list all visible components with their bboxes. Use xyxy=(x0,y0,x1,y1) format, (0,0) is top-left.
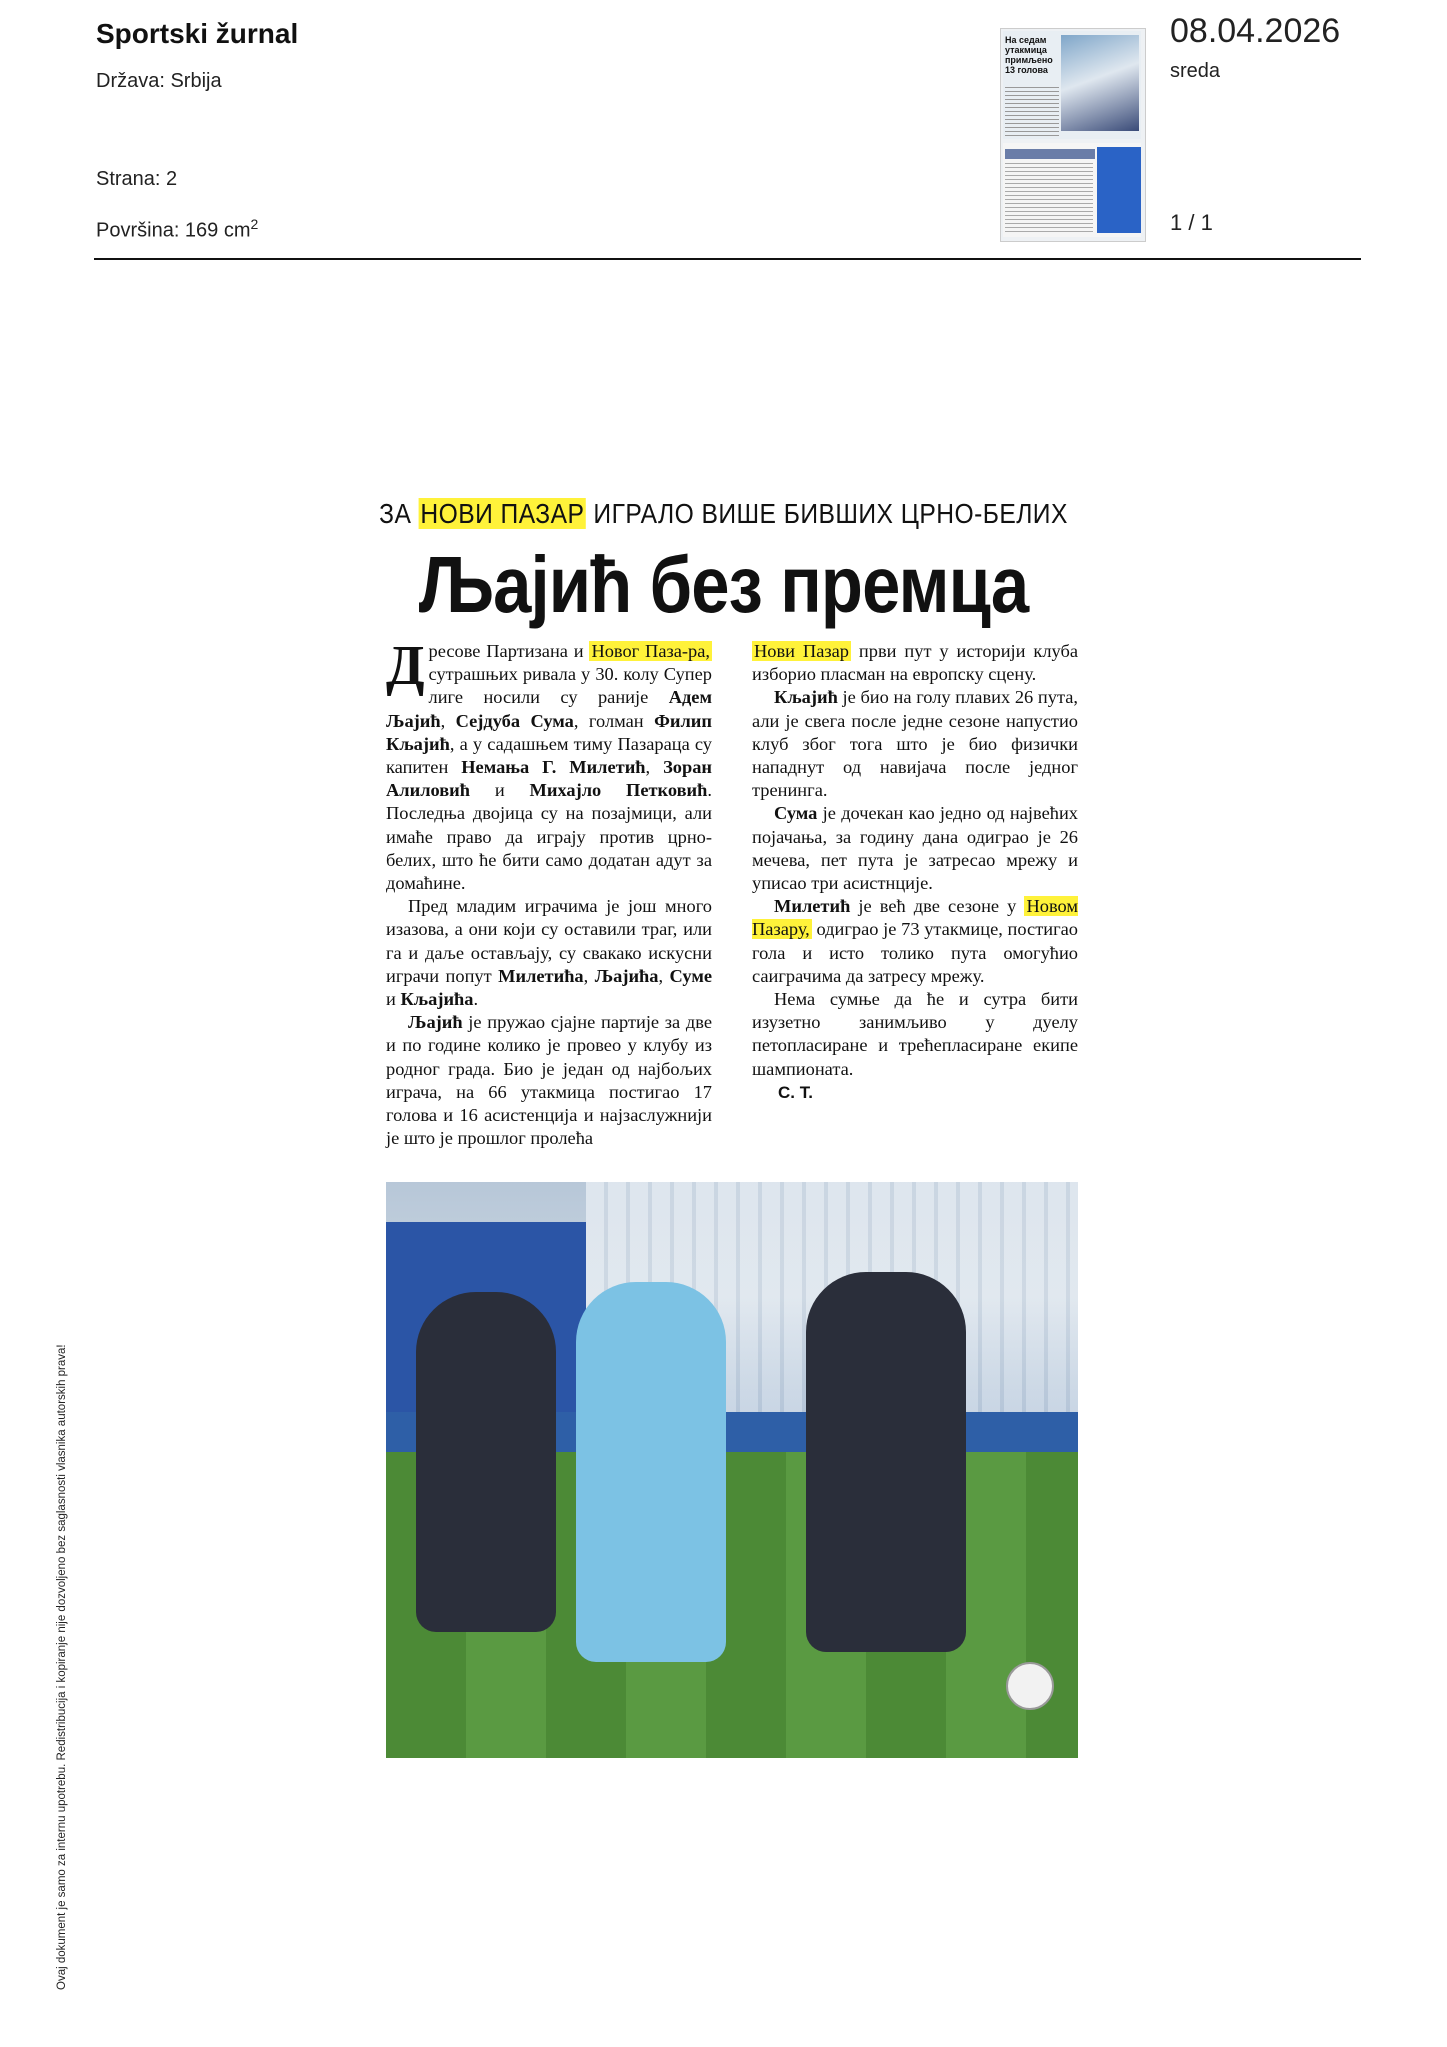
thumbnail-mini-headline xyxy=(1005,149,1095,159)
area-value: Površina: 169 cm xyxy=(96,219,251,242)
name: Сума xyxy=(774,803,818,824)
text: Нема сумње да ће и сутра бити изузетно занимљиво у дуелу петопласиране и трећепласиране екипе шампионата. xyxy=(752,989,1078,1079)
photo-player-dark-right xyxy=(806,1272,966,1652)
paragraph-1 xyxy=(386,635,712,895)
text: је пружао сјајне партије за две и по године колико је провео у клубу из родног града. Био је један од најбољих играча, на 66 утакмица постигао 17 голова и 16 асистенција и најзаслужнији је што је прошлог пролећа xyxy=(386,1012,712,1149)
paragraph-3-cont xyxy=(752,640,1078,686)
paragraph-7 xyxy=(752,988,1078,1081)
text: је био на голу плавих 26 пута, али је свега после једне сезоне напустио клуб због тога што је био физички нападнут од навијача после једног тренинга. xyxy=(752,687,1078,801)
article-column-right xyxy=(752,640,1078,1104)
text: сутрашњих ривала у 30. колу Супер лиге носили су раније xyxy=(428,664,712,708)
text: . Последња двојица су на позајмици, али имаће право да играју против црно-белих, што ће бити само додатан адут за домаћине. xyxy=(386,780,712,894)
thumbnail-text-lines xyxy=(1005,87,1059,137)
name: Кљајића xyxy=(400,989,474,1010)
page-label: Strana: 2 xyxy=(96,168,178,190)
photo-player-light-blue xyxy=(576,1282,726,1662)
paragraph-5 xyxy=(752,802,1078,895)
thumbnail-blue-photo xyxy=(1097,147,1141,233)
date: 08.04.2026 xyxy=(1170,12,1341,50)
weekday: sreda xyxy=(1170,60,1221,82)
publication-name: Sportski žurnal xyxy=(96,18,299,49)
article-column-left xyxy=(386,635,713,1150)
text: први пут у историји клуба изборио пласман на европску сцену. xyxy=(752,641,1079,685)
text: Пред младим играчима је још много изазова, а они који су оставили траг, или га и даље остављају, су свакако искусни играчи попут xyxy=(386,896,712,986)
name: Филип Кљајић xyxy=(386,710,712,754)
copyright-notice: Ovaj dokument je samo za internu upotrebu. Redistribucija i kopiranje nije dozvoljeno bez saglasnosti vlasnika autorskih prava! xyxy=(56,1344,68,1990)
text: . xyxy=(473,989,479,1010)
paragraph-6 xyxy=(752,895,1078,988)
paragraph-4 xyxy=(752,686,1078,802)
photo-ball xyxy=(1006,1662,1054,1710)
country-label: Država: Srbija xyxy=(96,70,222,92)
kicker-text-post: ИГРАЛО ВИШЕ БИВШИХ ЦРНО-БЕЛИХ xyxy=(586,498,1068,529)
paragraph-2 xyxy=(386,895,712,1011)
text: и xyxy=(470,780,530,801)
name: Љајић xyxy=(408,1012,463,1033)
header-divider xyxy=(94,258,1361,260)
page-thumbnail[interactable] xyxy=(1000,28,1146,242)
text: ресове Партизана и xyxy=(428,641,590,661)
thumbnail-headline: На седам утакмица примљено 13 голова xyxy=(1005,35,1053,75)
text: , xyxy=(583,965,595,986)
paragraph-3 xyxy=(386,1011,712,1150)
name: Немања Г. Милетић xyxy=(461,757,646,778)
text: , xyxy=(645,757,664,778)
name: Милетић xyxy=(774,896,851,917)
kicker-text-pre: ЗА xyxy=(379,498,419,529)
name: Милетића xyxy=(498,965,584,986)
drop-cap: Д xyxy=(386,635,425,697)
area-label xyxy=(96,216,258,243)
text: одиграо је 73 утакмице, постигао гола и исто толико пута омогућио саиграчима да затресу мрежу. xyxy=(752,919,1078,986)
thumbnail-photo xyxy=(1061,35,1139,131)
text: , xyxy=(658,965,670,986)
text: , голман xyxy=(573,710,655,731)
name: Михајло Петковић xyxy=(529,780,708,801)
article-headline: Љајић без премца xyxy=(418,540,1029,629)
name: Суме xyxy=(669,965,713,986)
name: Зоран Алиловић xyxy=(386,757,712,801)
area-exponent: 2 xyxy=(250,216,259,232)
thumbnail-text-lines-2 xyxy=(1005,163,1093,233)
name: Кљајић xyxy=(774,687,838,708)
article-kicker xyxy=(87,498,1360,530)
text: је дочекан као једно од највећих појачања, за годину дана одиграо је 26 мечева, пет пута је затресао мрежу и уписао три асистнције. xyxy=(752,803,1078,894)
text: , а у садашњем тиму Пазараца су капитен xyxy=(386,733,712,778)
name: Сејдуба Сума xyxy=(455,710,574,731)
name: Адем Љајић xyxy=(386,687,712,731)
kicker-highlight: НОВИ ПАЗАР xyxy=(420,498,585,529)
text: је већ две сезоне у xyxy=(850,896,1025,917)
highlight-novom-pazaru: Новом Пазару, xyxy=(752,896,1078,940)
highlight-novi-pazar: Нови Пазар xyxy=(754,641,849,661)
photo-player-dark-left xyxy=(416,1292,556,1632)
author-signature: С. Т. xyxy=(778,1082,813,1102)
name: Љајића xyxy=(594,965,659,986)
page-count: 1 / 1 xyxy=(1170,210,1213,235)
highlight-novi-pazar: Новог Паза-ра, xyxy=(591,641,710,661)
text: и xyxy=(386,989,401,1010)
text: , xyxy=(440,710,456,731)
match-photo xyxy=(386,1182,1078,1758)
